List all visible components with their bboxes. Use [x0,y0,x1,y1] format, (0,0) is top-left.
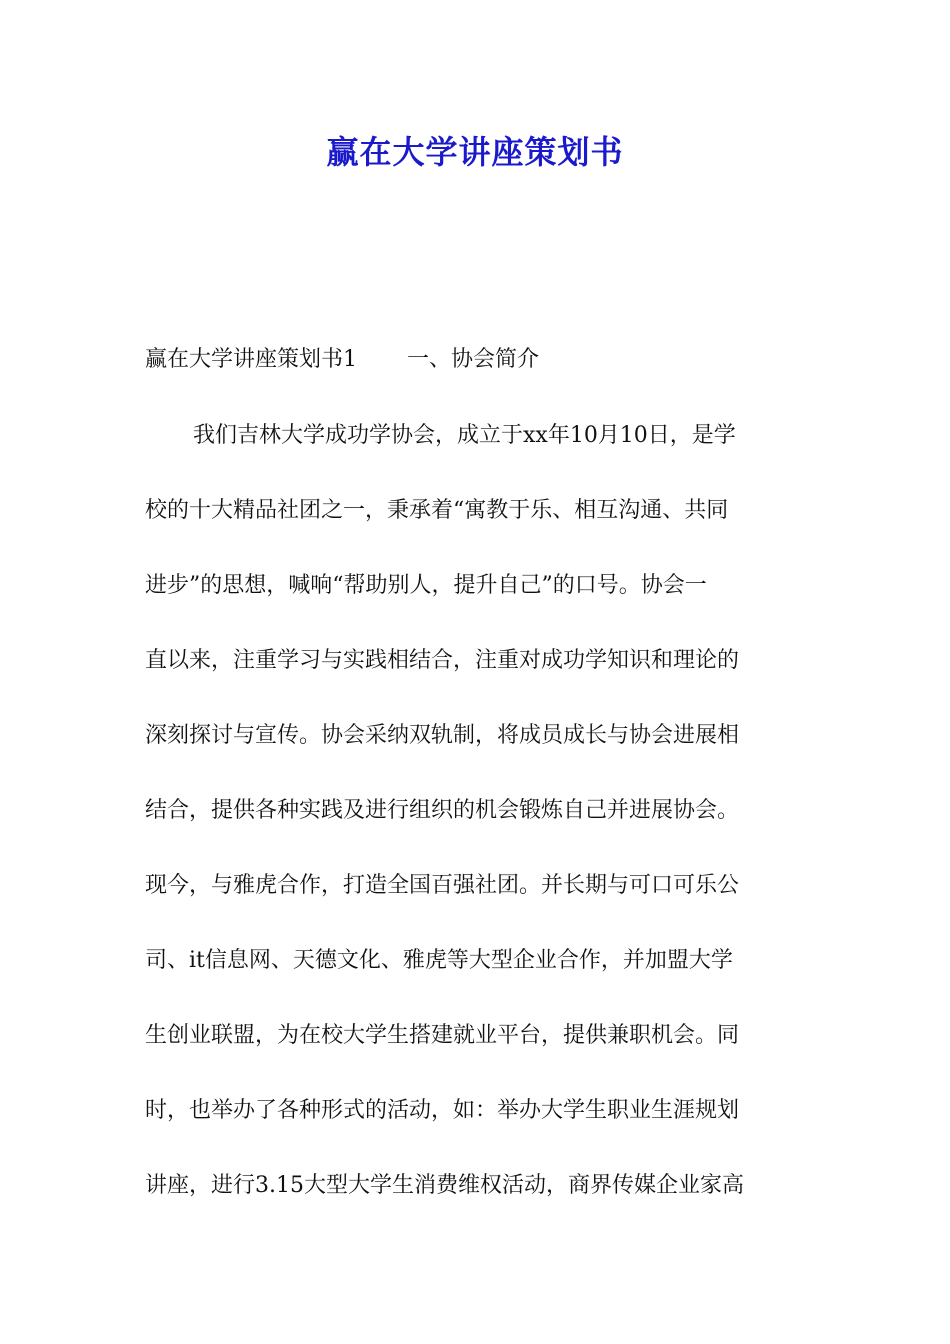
paragraph-line: 时，也举办了各种形式的活动，如：举办大学生职业生涯规划 [145,1098,740,1123]
paragraph-line: 我们吉林大学成功学协会，成立于xx年10月10日，是学 [193,423,736,448]
paragraph-line: 讲座，进行3.15大型大学生消费维权活动，商界传媒企业家高 [145,1173,744,1198]
document-title: 赢在大学讲座策划书 [326,133,624,171]
paragraph-line: 现今，与雅虎合作，打造全国百强社团。并长期与可口可乐公 [145,873,740,898]
paragraph-line: 校的十大精品社团之一，秉承着“寓教于乐、相互沟通、共同 [145,498,729,523]
paragraph-line: 进步”的思想，喊响“帮助别人，提升自己”的口号。协会一 [145,573,707,598]
paragraph-line: 深刻探讨与宣传。协会采纳双轨制，将成员成长与协会进展相 [145,723,740,748]
section-heading [145,340,825,380]
paragraph-line: 生创业联盟，为在校大学生搭建就业平台，提供兼职机会。同 [145,1023,740,1048]
paragraph-line: 司、it信息网、天德文化、雅虎等大型企业合作，并加盟大学 [145,948,733,973]
document-label: 赢在大学讲座策划书1 [145,347,357,372]
body-paragraph [145,414,825,1239]
section-label: 一、协会简介 [407,347,540,372]
paragraph-line: 直以来，注重学习与实践相结合，注重对成功学知识和理论的 [145,648,740,673]
paragraph-line: 结合，提供各种实践及进行组织的机会锻炼自己并进展协会。 [145,798,740,823]
